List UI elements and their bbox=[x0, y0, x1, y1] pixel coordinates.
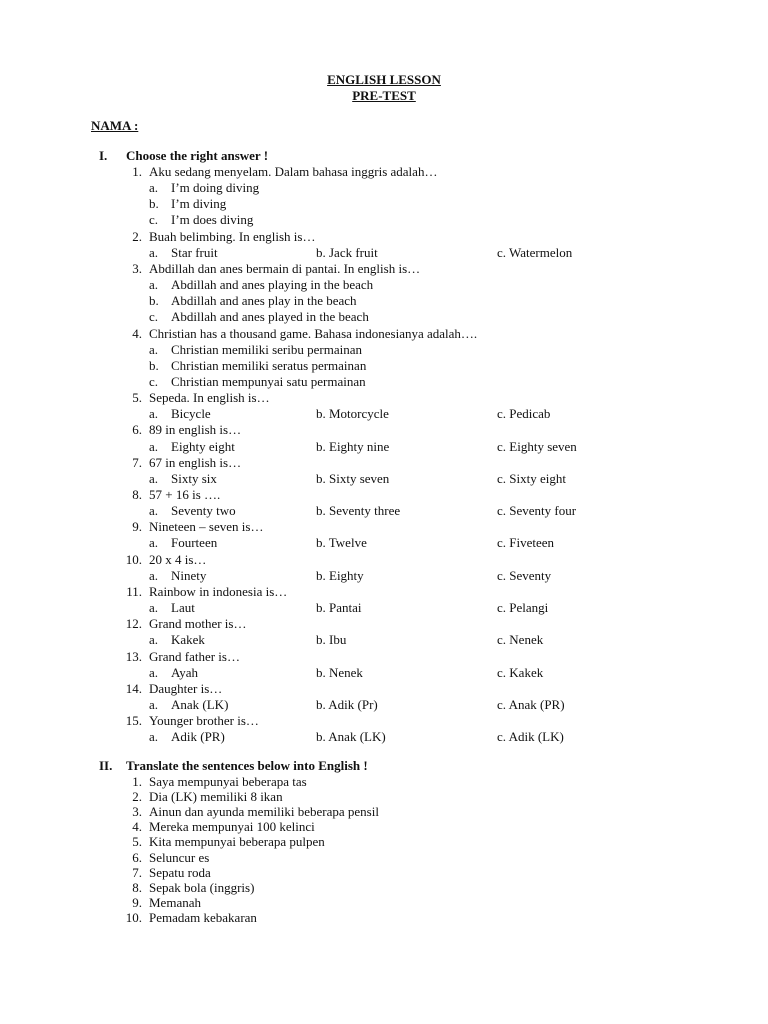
option-c bbox=[497, 471, 566, 487]
item-number: 6. bbox=[132, 850, 142, 865]
item-text: Mereka mempunyai 100 kelinci bbox=[149, 819, 315, 834]
option-a bbox=[149, 439, 158, 455]
option-a bbox=[149, 600, 158, 616]
option-letter: a. bbox=[149, 245, 159, 260]
option-text: Eighty nine bbox=[329, 439, 390, 454]
option-c bbox=[497, 697, 565, 713]
option-text: Laut bbox=[171, 600, 195, 615]
option-b bbox=[316, 503, 400, 519]
option-text: Watermelon bbox=[509, 245, 573, 260]
option-letter: c. bbox=[497, 568, 507, 583]
section-1-numeral: I. bbox=[99, 148, 108, 163]
option-c bbox=[497, 245, 572, 261]
option-text: Motorcycle bbox=[329, 406, 389, 421]
option-letter: a. bbox=[149, 632, 159, 647]
option-text: Pantai bbox=[329, 600, 362, 615]
option-text: Ayah bbox=[171, 665, 198, 680]
item-text: Dia (LK) memiliki 8 ikan bbox=[149, 789, 283, 804]
question-text: Daughter is… bbox=[149, 681, 223, 696]
option-a bbox=[149, 729, 158, 745]
question-number: 8. bbox=[132, 487, 142, 502]
option-letter: c. bbox=[497, 245, 507, 260]
option-c bbox=[497, 632, 543, 648]
option-letter: b. bbox=[316, 439, 326, 454]
question-number: 15. bbox=[125, 713, 142, 728]
option-text: Eighty bbox=[329, 568, 364, 583]
option-letter: a. bbox=[149, 439, 159, 454]
question-number: 7. bbox=[132, 455, 142, 470]
option-text: I’m does diving bbox=[171, 212, 254, 227]
option-text: Seventy three bbox=[329, 503, 401, 518]
option-a bbox=[149, 665, 158, 681]
option-letter: a. bbox=[149, 503, 159, 518]
option-letter: b. bbox=[149, 293, 159, 308]
option-text: Fourteen bbox=[171, 535, 218, 550]
item-number: 2. bbox=[132, 789, 142, 804]
option-text: Anak (LK) bbox=[328, 729, 386, 744]
option-a bbox=[149, 245, 158, 261]
option-letter: a. bbox=[149, 180, 159, 195]
section-1-title: Choose the right answer ! bbox=[126, 148, 269, 163]
question-text: Abdillah dan anes bermain di pantai. In english is… bbox=[149, 261, 421, 276]
option-b bbox=[316, 406, 389, 422]
option-text: Sixty six bbox=[171, 471, 217, 486]
question-text: 20 x 4 is… bbox=[149, 552, 207, 567]
item-number: 10. bbox=[125, 910, 142, 925]
option-c bbox=[497, 535, 554, 551]
option-text: Nenek bbox=[329, 665, 363, 680]
option-letter: a. bbox=[149, 535, 159, 550]
option-text: Twelve bbox=[328, 535, 367, 550]
option-c bbox=[497, 503, 576, 519]
option-letter: c. bbox=[497, 535, 507, 550]
option-text: Anak (LK) bbox=[171, 697, 229, 712]
option-text: Seventy four bbox=[509, 503, 577, 518]
document-title: ENGLISH LESSON bbox=[327, 72, 441, 87]
option-letter: c. bbox=[497, 471, 507, 486]
option-text: Jack fruit bbox=[329, 245, 378, 260]
question-number: 12. bbox=[125, 616, 142, 631]
section-2-numeral: II. bbox=[99, 758, 113, 773]
option-letter: b. bbox=[316, 535, 326, 550]
option-letter: c. bbox=[497, 729, 507, 744]
option-c bbox=[497, 729, 564, 745]
item-number: 9. bbox=[132, 895, 142, 910]
option-text: Kakek bbox=[171, 632, 205, 647]
option-letter: c. bbox=[497, 697, 507, 712]
option-a bbox=[149, 535, 158, 551]
option-text: Pelangi bbox=[509, 600, 549, 615]
option-text: I’m doing diving bbox=[171, 180, 260, 195]
option-a bbox=[149, 406, 158, 422]
option-text: Ibu bbox=[329, 632, 347, 647]
option-text: Bicycle bbox=[171, 406, 211, 421]
option-text: I’m diving bbox=[171, 196, 227, 211]
option-letter: a. bbox=[149, 568, 159, 583]
option-letter: b. bbox=[149, 358, 159, 373]
question-text: Younger brother is… bbox=[149, 713, 259, 728]
option-b bbox=[316, 665, 363, 681]
option-a bbox=[149, 568, 158, 584]
option-b bbox=[316, 471, 389, 487]
item-text: Memanah bbox=[149, 895, 201, 910]
question-text: Buah belimbing. In english is… bbox=[149, 229, 316, 244]
question-text: 67 in english is… bbox=[149, 455, 242, 470]
section-1-heading bbox=[99, 148, 268, 164]
option-text: Fiveteen bbox=[509, 535, 555, 550]
option-letter: c. bbox=[497, 439, 507, 454]
option-letter: b. bbox=[316, 406, 326, 421]
option-letter: b. bbox=[149, 196, 159, 211]
option-letter: a. bbox=[149, 697, 159, 712]
option-text: Star fruit bbox=[171, 245, 218, 260]
option-text: Christian mempunyai satu permainan bbox=[171, 374, 366, 389]
option-a bbox=[149, 471, 158, 487]
option-text: Adik (Pr) bbox=[328, 697, 378, 712]
option-text: Ninety bbox=[171, 568, 207, 583]
item-number: 7. bbox=[132, 865, 142, 880]
option-letter: b. bbox=[316, 632, 326, 647]
item-text: Ainun dan ayunda memiliki beberapa pensil bbox=[149, 804, 379, 819]
option-letter: c. bbox=[497, 600, 507, 615]
option-letter: c. bbox=[149, 212, 159, 227]
section-2-title: Translate the sentences below into English ! bbox=[126, 758, 368, 773]
item-number: 5. bbox=[132, 834, 142, 849]
option-text: Sixty seven bbox=[329, 471, 390, 486]
option-letter: c. bbox=[497, 406, 507, 421]
option-letter: c. bbox=[497, 665, 507, 680]
option-a bbox=[149, 503, 158, 519]
option-letter: a. bbox=[149, 729, 159, 744]
option-letter: b. bbox=[316, 697, 326, 712]
option-text: Sixty eight bbox=[509, 471, 566, 486]
option-a bbox=[149, 697, 158, 713]
option-letter: b. bbox=[316, 503, 326, 518]
option-a bbox=[149, 632, 158, 648]
option-text: Eighty eight bbox=[171, 439, 235, 454]
option-letter: a. bbox=[149, 406, 159, 421]
question-text: Christian has a thousand game. Bahasa indonesianya adalah…. bbox=[149, 326, 478, 341]
option-letter: b. bbox=[316, 245, 326, 260]
option-b bbox=[316, 632, 346, 648]
option-letter: a. bbox=[149, 600, 159, 615]
item-text: Saya mempunyai beberapa tas bbox=[149, 774, 307, 789]
question-number: 2. bbox=[132, 229, 142, 244]
question-number: 13. bbox=[125, 649, 142, 664]
option-text: Seventy bbox=[509, 568, 552, 583]
option-letter: b. bbox=[316, 600, 326, 615]
question-number: 3. bbox=[132, 261, 142, 276]
question-number: 1. bbox=[132, 164, 142, 179]
option-letter: a. bbox=[149, 277, 159, 292]
name-label: NAMA : bbox=[91, 118, 139, 133]
option-text: Pedicab bbox=[509, 406, 551, 421]
option-letter: a. bbox=[149, 471, 159, 486]
question-number: 5. bbox=[132, 390, 142, 405]
question-number: 10. bbox=[125, 552, 142, 567]
section-2-heading bbox=[99, 758, 368, 774]
item-text: Sepatu roda bbox=[149, 865, 211, 880]
question-text: Grand father is… bbox=[149, 649, 240, 664]
item-text: Sepak bola (inggris) bbox=[149, 880, 255, 895]
option-b bbox=[316, 568, 364, 584]
option-letter: a. bbox=[149, 665, 159, 680]
option-c bbox=[497, 406, 550, 422]
option-text: Christian memiliki seribu permainan bbox=[171, 342, 362, 357]
option-letter: b. bbox=[316, 729, 326, 744]
option-letter: c. bbox=[497, 503, 507, 518]
option-c bbox=[497, 600, 548, 616]
option-letter: c. bbox=[149, 374, 159, 389]
question-number: 4. bbox=[132, 326, 142, 341]
item-number: 8. bbox=[132, 880, 142, 895]
item-text: Pemadam kebakaran bbox=[149, 910, 257, 925]
option-text: Abdillah and anes played in the beach bbox=[171, 309, 369, 324]
question-text: Nineteen – seven is… bbox=[149, 519, 264, 534]
option-text: Adik (LK) bbox=[508, 729, 564, 744]
option-text: Christian memiliki seratus permainan bbox=[171, 358, 367, 373]
question-text: Aku sedang menyelam. Dalam bahasa inggris adalah… bbox=[149, 164, 438, 179]
question-number: 9. bbox=[132, 519, 142, 534]
option-text: Eighty seven bbox=[509, 439, 577, 454]
option-letter: b. bbox=[316, 665, 326, 680]
question-text: Grand mother is… bbox=[149, 616, 247, 631]
option-c bbox=[497, 568, 551, 584]
item-number: 1. bbox=[132, 774, 142, 789]
option-c bbox=[497, 665, 543, 681]
option-text: Seventy two bbox=[171, 503, 236, 518]
option-letter: c. bbox=[497, 632, 507, 647]
option-text: Abdillah and anes playing in the beach bbox=[171, 277, 374, 292]
question-text: Sepeda. In english is… bbox=[149, 390, 270, 405]
item-number: 4. bbox=[132, 819, 142, 834]
option-text: Kakek bbox=[509, 665, 544, 680]
option-text: Anak (PR) bbox=[508, 697, 565, 712]
option-b bbox=[316, 439, 389, 455]
document-subtitle: PRE-TEST bbox=[352, 88, 416, 103]
option-text: Nenek bbox=[509, 632, 544, 647]
option-letter: b. bbox=[316, 568, 326, 583]
item-number: 3. bbox=[132, 804, 142, 819]
option-b bbox=[316, 697, 378, 713]
option-text: Abdillah and anes play in the beach bbox=[171, 293, 357, 308]
question-text: 89 in english is… bbox=[149, 422, 242, 437]
option-b bbox=[316, 729, 386, 745]
item-text: Seluncur es bbox=[149, 850, 210, 865]
option-b bbox=[316, 245, 378, 261]
option-b bbox=[316, 600, 362, 616]
option-b bbox=[316, 535, 367, 551]
option-c bbox=[497, 439, 577, 455]
question-number: 6. bbox=[132, 422, 142, 437]
option-letter: b. bbox=[316, 471, 326, 486]
question-number: 14. bbox=[125, 681, 142, 696]
item-text: Kita mempunyai beberapa pulpen bbox=[149, 834, 325, 849]
question-text: 57 + 16 is …. bbox=[149, 487, 221, 502]
question-text: Rainbow in indonesia is… bbox=[149, 584, 288, 599]
option-letter: c. bbox=[149, 309, 159, 324]
option-text: Adik (PR) bbox=[171, 729, 225, 744]
option-letter: a. bbox=[149, 342, 159, 357]
question-number: 11. bbox=[126, 584, 142, 599]
